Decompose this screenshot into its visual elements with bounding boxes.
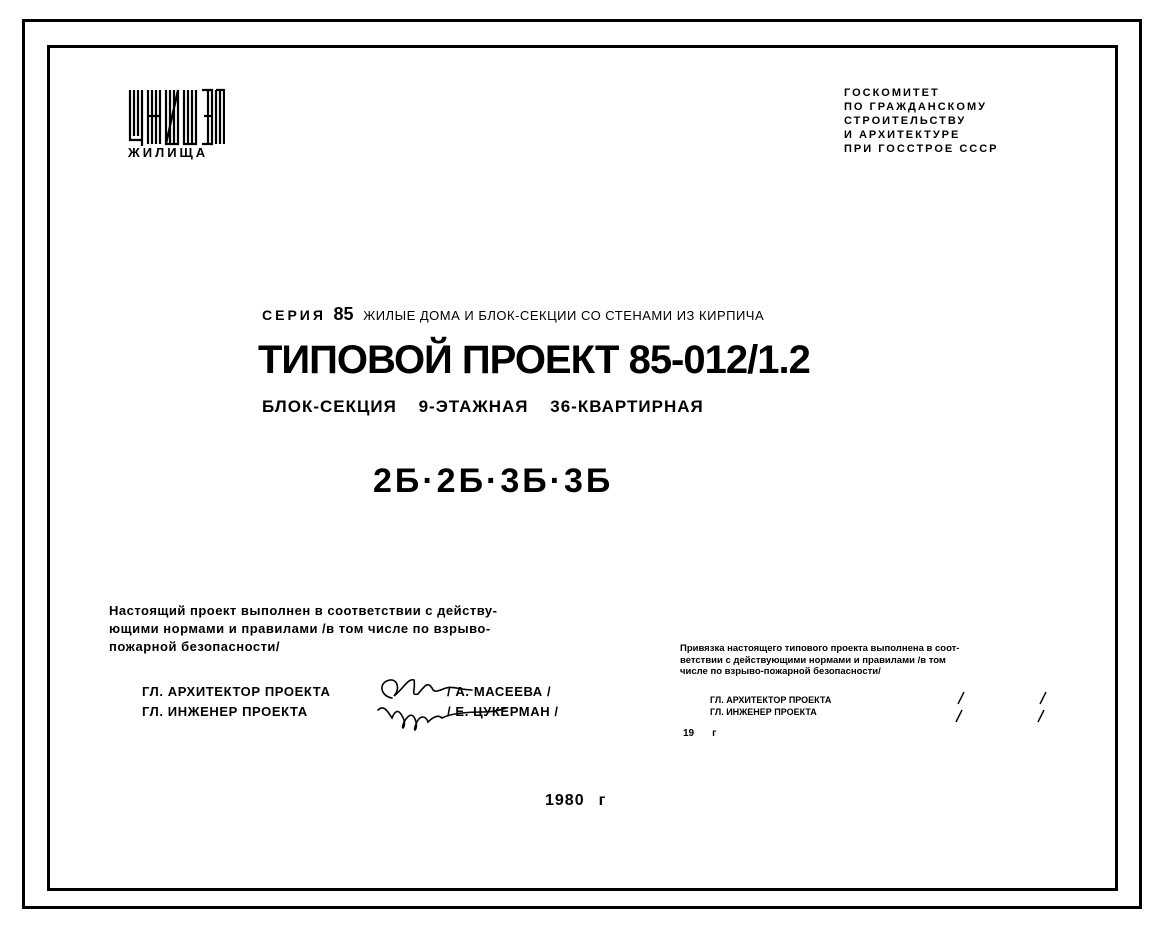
- compliance-line: Настоящий проект выполнен в соответствии с действу-: [109, 603, 498, 618]
- signer-role: ГЛ. АРХИТЕКТОР ПРОЕКТА: [142, 684, 331, 699]
- committee-line: ПРИ ГОССТРОЕ СССР: [844, 143, 999, 155]
- compliance-line: ющими нормами и правилами /в том числе по взрыво-: [109, 621, 491, 636]
- section-type: БЛОК-СЕКЦИЯ: [262, 397, 397, 416]
- compliance-statement: [109, 602, 497, 656]
- signer-row: [142, 683, 552, 703]
- section-description: [262, 397, 720, 417]
- signer-role: ГЛ. ИНЖЕНЕР ПРОЕКТА: [142, 704, 308, 719]
- section-floors: 9-ЭТАЖНАЯ: [418, 397, 529, 416]
- binding-year: [683, 728, 716, 739]
- signer-name: / А. МАСЕЕВА /: [447, 684, 552, 699]
- binding-year-prefix: 19: [683, 728, 695, 739]
- committee-line: ГОСКОМИТЕТ: [844, 87, 940, 99]
- signers-block: [142, 683, 559, 723]
- compliance-line: пожарной безопасности/: [109, 639, 281, 654]
- binding-year-suffix: г: [712, 728, 717, 739]
- section-apartments: 36-КВАРТИРНАЯ: [550, 397, 704, 416]
- series-label: СЕРИЯ: [262, 307, 326, 323]
- year-suffix: г: [598, 792, 607, 809]
- year-value: 1980: [545, 792, 585, 809]
- committee-line: ПО ГРАЖДАНСКОМУ: [844, 101, 987, 113]
- handwritten-signature-icon: [370, 668, 550, 740]
- signer-name: / Е. ЦУКЕРМАН /: [447, 704, 559, 719]
- committee-line: СТРОИТЕЛЬСТВУ: [844, 115, 967, 127]
- binding-roles: [710, 694, 831, 718]
- binding-signature-slots: [950, 690, 1060, 726]
- binding-line: ветствии с действующими нормами и правилами /в том: [680, 654, 946, 666]
- committee-block: [844, 86, 999, 156]
- series-row: [262, 304, 764, 325]
- section-code: 2Б·2Б·3Б·3Б: [373, 462, 614, 500]
- series-description: ЖИЛЫЕ ДОМА И БЛОК-СЕКЦИИ СО СТЕНАМИ ИЗ КИРПИЧА: [363, 308, 765, 323]
- binding-role: ГЛ. АРХИТЕКТОР ПРОЕКТА: [710, 695, 832, 705]
- committee-line: И АРХИТЕКТУРЕ: [844, 129, 961, 141]
- logo-subtitle: ЖИЛИЩА: [128, 145, 209, 160]
- signer-row: [142, 703, 559, 723]
- document-year: [545, 792, 606, 810]
- project-title: ТИПОВОЙ ПРОЕКТ 85-012/1.2: [258, 338, 810, 382]
- binding-statement: [680, 643, 959, 678]
- series-number: 85: [333, 304, 354, 324]
- institute-logo-icon: [128, 86, 225, 148]
- binding-line: числе по взрыво-пожарной безопасности/: [680, 666, 881, 677]
- binding-role: ГЛ. ИНЖЕНЕР ПРОЕКТА: [710, 707, 817, 717]
- binding-line: Привязка настоящего типового проекта выполнена в соот-: [680, 643, 960, 654]
